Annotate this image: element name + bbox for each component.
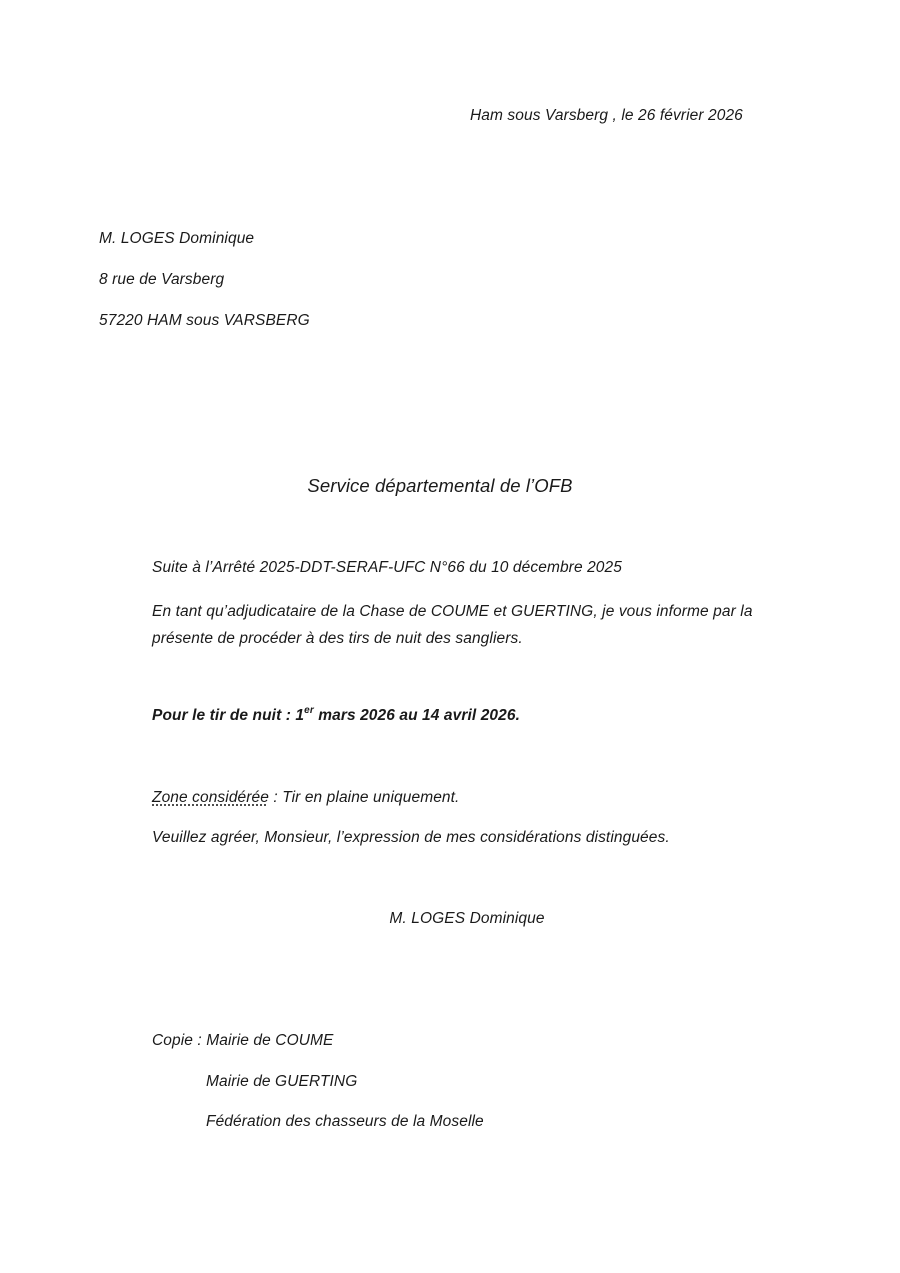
- period-superscript: er: [304, 704, 314, 716]
- reference-line: Suite à l’Arrêté 2025-DDT-SERAF-UFC N°66 du 10 décembre 2025: [152, 559, 622, 576]
- sender-name: M. LOGES Dominique: [99, 230, 255, 247]
- signature: M. LOGES Dominique: [389, 910, 545, 927]
- period-line: [152, 706, 520, 726]
- zone-label: Zone considérée: [152, 789, 269, 806]
- copy-recipient: Fédération des chasseurs de la Moselle: [206, 1113, 484, 1130]
- copy-recipient: Mairie de GUERTING: [206, 1073, 358, 1090]
- body-paragraph: En tant qu’adjudicataire de la Chase de COUME et GUERTING, je vous informe par la présente de procéder à des tirs de nuit des sangliers.: [152, 603, 753, 647]
- period-dates: mars 2026 au 14 avril 2026.: [313, 707, 520, 724]
- sender-street: 8 rue de Varsberg: [99, 271, 225, 288]
- sender-city: 57220 HAM sous VARSBERG: [99, 312, 310, 329]
- zone-line: [152, 788, 459, 808]
- zone-text: : Tir en plaine uniquement.: [268, 789, 460, 806]
- copy-line: Copie : Mairie de COUME: [152, 1032, 334, 1049]
- recipient-heading: Service départemental de l’OFB: [307, 475, 573, 496]
- place-date: Ham sous Varsberg , le 26 février 2026: [470, 107, 743, 124]
- closing-line: Veuillez agréer, Monsieur, l’expression de mes considérations distinguées.: [152, 829, 670, 846]
- period-label: Pour le tir de nuit : 1: [152, 707, 305, 724]
